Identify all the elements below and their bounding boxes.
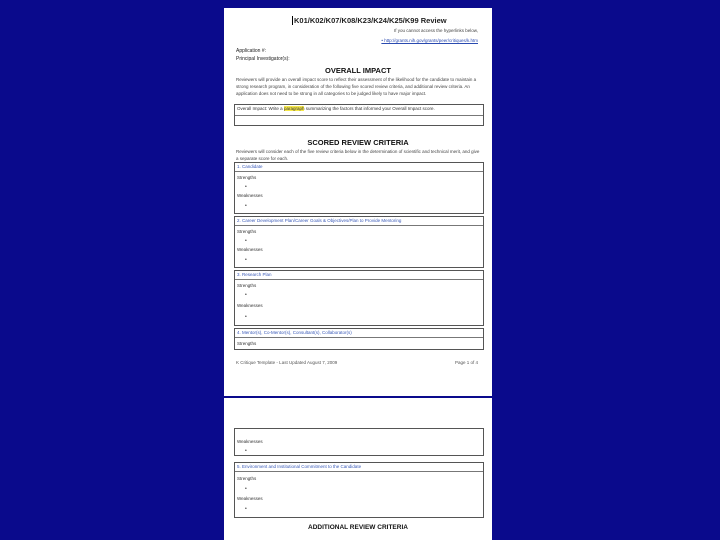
bullet: • [245, 184, 247, 190]
overall-impact-paragraph: Reviewers will provide an overall impact score to reflect their assessment of the likelihood for the candidate to maintain a strong research program, in consideration of the following five scored review criteria, and additional review criteria. An application does not need to be strong in all categories to be judged likely to have major impact. [236, 77, 477, 96]
document-page-1 [224, 8, 492, 396]
overall-impact-title: OVERALL IMPACT [325, 66, 391, 75]
bullet: • [245, 292, 247, 298]
text-cursor [292, 16, 293, 25]
document-title: K01/K02/K07/K08/K23/K24/K25/K99 Review [294, 16, 447, 25]
criterion-box-environment[interactable] [234, 462, 484, 518]
scored-review-paragraph: Reviewers will consider each of the five review criteria below in the determination of scientific and technical merit, and give a separate score for each. [236, 149, 480, 161]
bullet: • [245, 238, 247, 244]
criterion-box-career-development[interactable] [234, 216, 484, 268]
weaknesses-label: Weaknesses [237, 439, 263, 444]
box-divider [235, 115, 483, 116]
bullet: • [245, 486, 247, 492]
criterion-heading: 2. Career Development Plan/Career Goals & Objectives/Plan to Provide Mentoring [237, 218, 402, 223]
criterion-box-research-plan[interactable] [234, 270, 484, 326]
criterion-heading: 4. Mentor(s), Co-Mentor(s), Consultant(s), Collaborator(s) [237, 330, 352, 335]
footer-template-note: K Critique Template - Last Updated August 7, 2009 [236, 360, 338, 365]
criterion-box-mentors[interactable] [234, 328, 484, 350]
criterion-box-candidate[interactable] [234, 162, 484, 214]
bullet: • [245, 506, 247, 512]
additional-review-criteria-title: ADDITIONAL REVIEW CRITERIA [308, 524, 408, 531]
strengths-label: Strengths [237, 341, 257, 346]
box-divider [235, 471, 483, 472]
document-page-2 [224, 398, 492, 540]
strengths-label: Strengths [237, 175, 257, 180]
guidelines-link[interactable]: • http://grants.nih.gov/grants/peer/critiques/k.htm [381, 38, 478, 43]
overall-impact-box-label: Overall Impact: Write a paragraph summarizing the factors that informed your Overall Impact score. [237, 106, 435, 111]
strengths-label: Strengths [237, 476, 257, 481]
bullet: • [245, 203, 247, 209]
box-divider [235, 171, 483, 172]
weaknesses-label: Weaknesses [237, 496, 263, 501]
weaknesses-label: Weaknesses [237, 303, 263, 308]
scored-review-criteria-title: SCORED REVIEW CRITERIA [307, 138, 409, 147]
bullet: • [245, 257, 247, 263]
bullet: • [245, 314, 247, 320]
box-divider [235, 279, 483, 280]
weaknesses-label: Weaknesses [237, 247, 263, 252]
footer-page-number: Page 1 of 4 [454, 360, 478, 365]
criterion-heading: 3. Research Plan [237, 272, 272, 277]
strengths-label: Strengths [237, 283, 257, 288]
weaknesses-label: Weaknesses [237, 193, 263, 198]
bullet: • [245, 448, 247, 454]
criterion-box-mentors-continued[interactable] [234, 428, 484, 456]
box-divider [235, 225, 483, 226]
link-note: If you cannot access the hyperlinks below, [393, 28, 478, 33]
criterion-heading: 1. Candidate [237, 164, 263, 169]
box-divider [235, 337, 483, 338]
overall-impact-box[interactable] [234, 104, 484, 126]
strengths-label: Strengths [237, 229, 257, 234]
highlighted-word: paragraph [283, 106, 305, 111]
application-number-label: Application #: [236, 48, 267, 54]
criterion-heading: 5. Environment and Institutional Commitment to the Candidate [237, 464, 362, 469]
principal-investigator-label: Principal Investigator(s): [236, 56, 290, 62]
